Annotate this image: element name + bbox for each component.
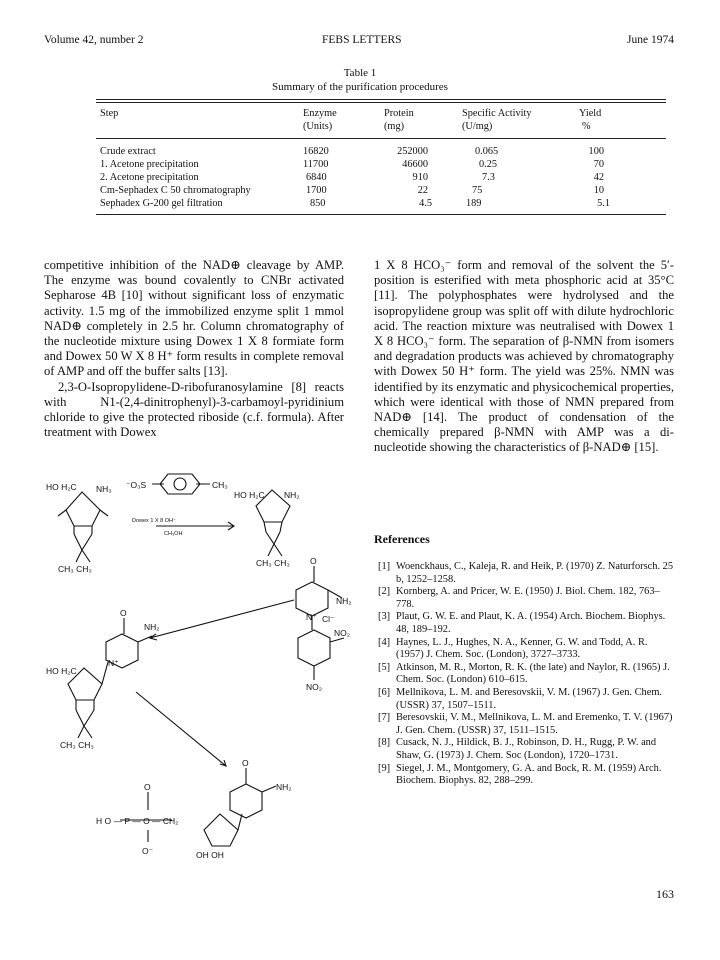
header-protein: Protein — [384, 108, 414, 119]
table-row-enzyme: 6840 — [306, 172, 327, 183]
table-row-step: 2. Acetone precipitation — [100, 172, 199, 183]
scheme-label: NO₂ — [306, 682, 323, 692]
scheme-label: CH₃ CH₃ — [256, 558, 290, 568]
synthesis-scheme — [44, 470, 354, 860]
scheme-label: NO₂ — [334, 628, 351, 638]
reaction-arrow-3 — [136, 692, 226, 766]
page-number: 163 — [656, 887, 674, 901]
nicotinamide-mononucleotide-structure — [120, 768, 276, 846]
scheme-label: NH₃ — [96, 484, 112, 494]
table-label: Table 1 — [343, 67, 377, 79]
right-column-text — [374, 258, 674, 456]
reagent-label: CH₃OH — [164, 531, 183, 537]
scheme-label: HO H₂C — [46, 482, 77, 492]
scheme-label: NH₂ — [144, 622, 160, 632]
reference-number: [5] — [378, 661, 391, 673]
table-row-activity: 189 — [466, 198, 482, 209]
references-list — [374, 561, 674, 788]
header-enzyme-unit: (Units) — [303, 121, 333, 132]
reference-text: Cusack, N. J., Hildick, B. J., Robinson, D. H., Rugg, P. W. and Shaw, G. (1973) J. Chem. Soc (London), 1720–1731. — [396, 737, 657, 761]
table-row-protein: 252000 — [397, 146, 428, 157]
table-row-enzyme: 11700 — [303, 159, 329, 170]
reference-number: [9] — [378, 762, 391, 774]
table-top-rule-2 — [96, 102, 666, 103]
header-protein-unit: (mg) — [384, 121, 405, 132]
scheme-label: CH₃ — [212, 480, 228, 490]
reference-item — [374, 586, 674, 611]
table-row-activity: 7.3 — [482, 172, 495, 183]
reference-text: Atkinson, M. R., Morton, R. K. (the late) and Naylor, R. (1965) J. Chem. Soc. (London) 610–615. — [396, 661, 670, 686]
header-step: Step — [100, 108, 119, 119]
scheme-label: CH₃ CH₃ — [58, 564, 92, 574]
reference-text: Haynes, L. J., Hughes, N. A., Kenner, G. W. and Todd, A. R. (1957) J. Chem. Soc. (London), 3727–3733. — [396, 636, 648, 661]
table-row-step: Cm-Sephadex C 50 chromatography — [100, 185, 251, 196]
table-row-step: 1. Acetone precipitation — [100, 159, 199, 170]
left-column-text — [44, 258, 344, 440]
reference-item — [374, 687, 674, 712]
header-enzyme: Enzyme — [303, 108, 337, 119]
scheme-label: HO H₂C — [234, 490, 265, 500]
reference-number: [2] — [378, 586, 391, 598]
protected-nicotinamide-riboside-structure — [68, 618, 152, 738]
running-header-journal: FEBS LETTERS — [322, 34, 402, 46]
reference-item — [374, 611, 674, 636]
reference-number: [6] — [378, 686, 391, 698]
dinitrophenyl-pyridinium-structure — [296, 566, 344, 680]
scheme-label: O⁻ — [142, 846, 154, 856]
table-caption: Summary of the purification procedures — [272, 81, 448, 93]
table-row-enzyme: 850 — [310, 198, 326, 209]
header-specific-activity: Specific Activity — [462, 108, 532, 119]
table-header-rule — [96, 138, 666, 139]
body-paragraph: competitive inhibition of the NAD⊕ cleavage by AMP. The enzyme was bound covalently to CNBr activated Sepharose 4B [10] without significant loss of enzymatic activity. 1.5 mg of the immobilized enzyme split 1 mmol NAD⊕ completely in 2.5 hr. Column chromatography of the nucleotide mixture using Dowex 1 X 8 formiate form and Dowex 50 W X 8 H⁺ form results in complete removal of AMP and off the buffer salts [13]. — [44, 258, 344, 379]
table-row-activity: 75 — [472, 185, 483, 196]
table-row-activity: 0.065 — [475, 146, 499, 157]
table-row-step: Crude extract — [100, 146, 156, 157]
table-row-yield: 10 — [593, 185, 604, 196]
scheme-label: OH OH — [196, 850, 224, 860]
body-paragraph: 1 X 8 HCO₃⁻ form and removal of the solvent the 5′-position is esterified with meta phosphoric acid at 35°C [11]. The polyphosphates were hydrolysed and the isopropylidene group was split off with dilute hydrochloric acid. The reaction mixture was neutralised with Dowex 1 X 8 HCO₃⁻ form. The separation of β-NMN from isomers and degradation products was achieved by chromatography with Dowex 50 H⁺ form. The yield was 25%. NMN was identified by its enzymatic and physicochemical properties, which were identical with those of NMN prepared from NAD⊕ [14]. The product of condensation of the chemically prepared β-NMN with AMP was a di-nucleotide showing the characteristics of β-NAD⊕ [15]. — [374, 258, 674, 455]
scheme-label: NH₂ — [336, 596, 352, 606]
chloride-label: Cl⁻ — [322, 614, 335, 624]
reference-item — [374, 637, 674, 662]
reference-text: Woenckhaus, C., Kaleja, R. and Heik, P. (1970) Z. Naturforsch. 25 b, 1252–1258. — [396, 561, 674, 585]
scheme-label: N⁺ — [108, 658, 119, 668]
reference-item — [374, 712, 674, 737]
table-top-rule — [96, 99, 666, 100]
scheme-label: NH₂ — [284, 490, 300, 500]
table-row-enzyme: 1700 — [306, 185, 327, 196]
table-row-enzyme: 16820 — [303, 146, 329, 157]
scheme-label: N⁺ — [306, 612, 317, 622]
header-yield: Yield — [579, 108, 602, 119]
table-row-yield: 5.1 — [597, 198, 610, 209]
reference-number: [3] — [378, 611, 391, 623]
table-row-protein: 4.5 — [419, 198, 432, 209]
scheme-label: O — [120, 608, 127, 618]
references-heading: References — [374, 532, 430, 546]
reference-text: Kornberg, A. and Pricer, W. E. (1950) J. Biol. Chem. 182, 763–778. — [396, 586, 660, 610]
running-header-volume: Volume 42, number 2 — [44, 34, 144, 46]
scheme-label: H O — P — O — CH₂ — [96, 816, 179, 826]
header-specific-activity-unit: (U/mg) — [462, 121, 493, 132]
table-bottom-rule — [96, 214, 666, 215]
table-row-yield: 100 — [588, 146, 604, 157]
reference-number: [4] — [378, 636, 391, 648]
reference-number: [7] — [378, 712, 391, 724]
reference-number: [8] — [378, 737, 391, 749]
riboside-amine-structure — [58, 492, 108, 562]
scheme-label: O — [310, 556, 317, 566]
scheme-label: NH₂ — [276, 782, 292, 792]
body-paragraph: 2,3-O-Isopropylidene-D-ribofuranosylamine [8] reacts with N1-(2,4-dinitrophenyl)-3-carbamoyl-pyridinium chloride to give the protected riboside (c.f. formula). After treatment with Dowex — [44, 379, 344, 440]
reference-item — [374, 561, 674, 586]
header-yield-unit: % — [582, 121, 591, 132]
tosylate-structure — [152, 474, 210, 494]
reference-item — [374, 763, 674, 788]
tosylate-label: ⁻O₃S — [126, 480, 147, 490]
table-row-activity: 0.25 — [479, 159, 498, 170]
reaction-arrow-2 — [150, 600, 294, 638]
reference-number: [1] — [378, 561, 391, 572]
table-row-step: Sephadex G-200 gel filtration — [100, 198, 223, 209]
reference-text: Mellnikova, L. M. and Beresovskii, V. M. (1967) J. Gen. Chem. (USSR) 37, 1507–1511. — [396, 686, 662, 711]
table-row-protein: 22 — [417, 185, 428, 196]
table-row-protein: 46600 — [402, 159, 428, 170]
table-row-yield: 70 — [593, 159, 604, 170]
running-header-date: June 1974 — [627, 34, 674, 46]
scheme-label: O — [242, 758, 249, 768]
table-row-yield: 42 — [593, 172, 604, 183]
scheme-label: HO H₂C — [46, 666, 77, 676]
scheme-label: O — [144, 782, 151, 792]
reference-item — [374, 662, 674, 687]
reference-text: Beresovskii, V. M., Mellnikova, L. M. and Eremenko, T. V. (1967) J. Gen. Chem. (USSR) 37, 1511–1515. — [396, 712, 673, 736]
reference-text: Siegel, J. M., Montgomery, G. A. and Bock, R. M. (1959) Arch. Biochem. Biophys. 82, 288–299. — [396, 762, 662, 787]
reference-item — [374, 737, 674, 762]
reagent-label: Dowex 1 X 8 OH⁻ — [132, 518, 176, 524]
reference-text: Plaut, G. W. E. and Plaut, K. A. (1954) Arch. Biochem. Biophys. 48, 189–192. — [396, 611, 666, 635]
scheme-label: CH₃ CH₃ — [60, 740, 94, 750]
table-row-protein: 910 — [412, 172, 428, 183]
